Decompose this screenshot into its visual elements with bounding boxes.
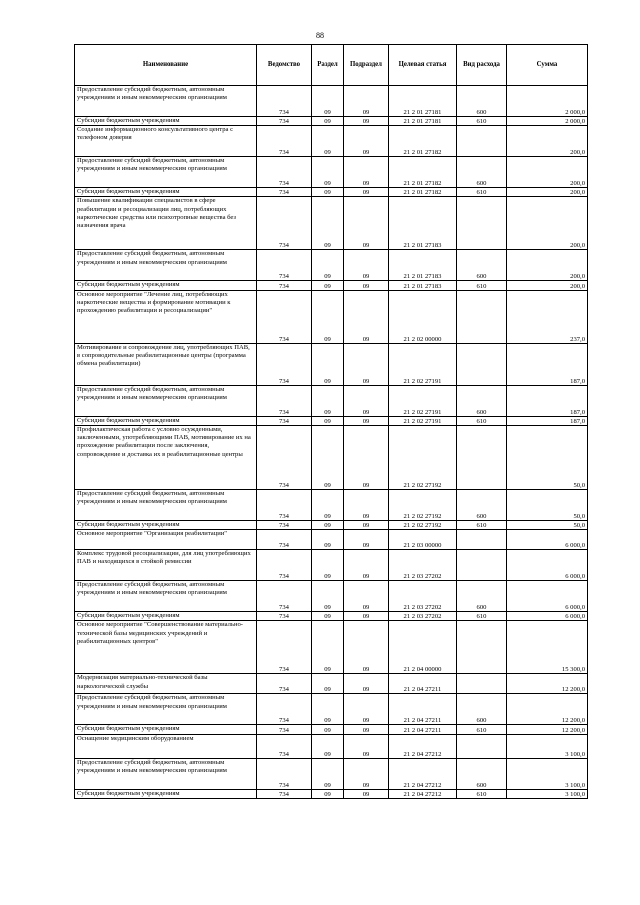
cell-vedomstvo: 734 bbox=[257, 188, 312, 197]
table-row bbox=[75, 674, 588, 694]
header-expense-type: Вид расхода bbox=[457, 45, 507, 86]
cell-podrazdel: 09 bbox=[344, 157, 389, 188]
header-podrazdel: Подраздел bbox=[344, 45, 389, 86]
cell-target-article: 21 2 01 27182 bbox=[389, 188, 457, 197]
cell-podrazdel: 09 bbox=[344, 758, 389, 789]
cell-vedomstvo: 734 bbox=[257, 581, 312, 612]
cell-vedomstvo: 734 bbox=[257, 612, 312, 621]
cell-vedomstvo: 734 bbox=[257, 694, 312, 725]
cell-vedomstvo: 734 bbox=[257, 550, 312, 581]
cell-sum: 12 200,0 bbox=[507, 674, 588, 694]
cell-vedomstvo: 734 bbox=[257, 385, 312, 416]
cell-razdel: 09 bbox=[312, 188, 344, 197]
cell-podrazdel: 09 bbox=[344, 725, 389, 734]
cell-sum: 187,0 bbox=[507, 416, 588, 425]
cell-name: Профилактическая работа с условно осужденными, заключенными, употребляющими ПАВ, мотивирование их на прохождение реабилитации после заключения, сопровождение и доставка их в реабилитационные центры bbox=[75, 425, 257, 489]
cell-expense-type: 610 bbox=[457, 188, 507, 197]
cell-name: Основное мероприятие "Организация реабилитации" bbox=[75, 530, 257, 550]
cell-target-article: 21 2 04 27212 bbox=[389, 789, 457, 798]
cell-name: Предоставление субсидий бюджетным, автономным учреждениям и иным некоммерческим организациям bbox=[75, 385, 257, 416]
cell-name: Субсидии бюджетным учреждениям bbox=[75, 520, 257, 529]
cell-vedomstvo: 734 bbox=[257, 117, 312, 126]
cell-razdel: 09 bbox=[312, 734, 344, 758]
cell-sum: 187,0 bbox=[507, 385, 588, 416]
cell-name: Субсидии бюджетным учреждениям bbox=[75, 725, 257, 734]
cell-expense-type bbox=[457, 126, 507, 157]
cell-expense-type bbox=[457, 425, 507, 489]
header-name: Наименование bbox=[75, 45, 257, 86]
cell-target-article: 21 2 02 27192 bbox=[389, 425, 457, 489]
cell-vedomstvo: 734 bbox=[257, 157, 312, 188]
header-sum: Сумма bbox=[507, 45, 588, 86]
cell-expense-type bbox=[457, 734, 507, 758]
cell-vedomstvo: 734 bbox=[257, 489, 312, 520]
cell-sum: 50,0 bbox=[507, 489, 588, 520]
cell-podrazdel: 09 bbox=[344, 197, 389, 250]
cell-vedomstvo: 734 bbox=[257, 530, 312, 550]
cell-sum: 6 000,0 bbox=[507, 612, 588, 621]
cell-target-article: 21 2 01 27182 bbox=[389, 157, 457, 188]
header-vedomstvo: Ведомство bbox=[257, 45, 312, 86]
cell-name: Оснащение медицинским оборудованием bbox=[75, 734, 257, 758]
cell-name: Субсидии бюджетным учреждениям bbox=[75, 789, 257, 798]
cell-razdel: 09 bbox=[312, 520, 344, 529]
table-row bbox=[75, 385, 588, 416]
cell-sum: 12 200,0 bbox=[507, 694, 588, 725]
cell-expense-type bbox=[457, 674, 507, 694]
cell-razdel: 09 bbox=[312, 250, 344, 281]
table-row bbox=[75, 489, 588, 520]
cell-sum: 15 300,0 bbox=[507, 621, 588, 674]
cell-target-article: 21 2 04 27211 bbox=[389, 725, 457, 734]
table-header-row bbox=[75, 45, 588, 86]
cell-sum: 200,0 bbox=[507, 188, 588, 197]
table-row bbox=[75, 86, 588, 117]
cell-expense-type: 600 bbox=[457, 758, 507, 789]
cell-sum: 6 000,0 bbox=[507, 581, 588, 612]
cell-target-article: 21 2 04 27211 bbox=[389, 674, 457, 694]
cell-name: Модернизация материально-технической базы наркологической службы bbox=[75, 674, 257, 694]
cell-expense-type: 610 bbox=[457, 612, 507, 621]
cell-name: Субсидии бюджетным учреждениям bbox=[75, 117, 257, 126]
cell-podrazdel: 09 bbox=[344, 385, 389, 416]
cell-expense-type: 600 bbox=[457, 694, 507, 725]
table-row bbox=[75, 520, 588, 529]
cell-expense-type: 610 bbox=[457, 281, 507, 290]
cell-expense-type bbox=[457, 530, 507, 550]
cell-sum: 6 000,0 bbox=[507, 530, 588, 550]
table-row bbox=[75, 694, 588, 725]
cell-target-article: 21 2 01 27183 bbox=[389, 281, 457, 290]
cell-expense-type: 600 bbox=[457, 581, 507, 612]
cell-sum: 200,0 bbox=[507, 126, 588, 157]
cell-vedomstvo: 734 bbox=[257, 416, 312, 425]
cell-podrazdel: 09 bbox=[344, 530, 389, 550]
cell-target-article: 21 2 04 27212 bbox=[389, 758, 457, 789]
cell-vedomstvo: 734 bbox=[257, 425, 312, 489]
cell-expense-type: 610 bbox=[457, 117, 507, 126]
table-row bbox=[75, 550, 588, 581]
cell-name: Создание информационного консультативного центра с телефоном доверия bbox=[75, 126, 257, 157]
table-row bbox=[75, 188, 588, 197]
cell-expense-type: 600 bbox=[457, 385, 507, 416]
cell-razdel: 09 bbox=[312, 581, 344, 612]
table-row bbox=[75, 126, 588, 157]
cell-expense-type: 610 bbox=[457, 520, 507, 529]
cell-expense-type bbox=[457, 290, 507, 343]
cell-podrazdel: 09 bbox=[344, 612, 389, 621]
cell-razdel: 09 bbox=[312, 86, 344, 117]
cell-name: Повышение квалификации специалистов в сфере реабилитации и ресоциализации лиц, потребляющих наркотические средства или психотропные вещества без назначения врача bbox=[75, 197, 257, 250]
cell-razdel: 09 bbox=[312, 385, 344, 416]
cell-target-article: 21 2 03 27202 bbox=[389, 612, 457, 621]
cell-sum: 200,0 bbox=[507, 197, 588, 250]
cell-podrazdel: 09 bbox=[344, 250, 389, 281]
cell-podrazdel: 09 bbox=[344, 425, 389, 489]
cell-target-article: 21 2 01 27183 bbox=[389, 197, 457, 250]
table-row bbox=[75, 612, 588, 621]
cell-target-article: 21 2 02 27191 bbox=[389, 416, 457, 425]
cell-target-article: 21 2 03 27202 bbox=[389, 581, 457, 612]
table-row bbox=[75, 281, 588, 290]
cell-razdel: 09 bbox=[312, 117, 344, 126]
cell-name: Предоставление субсидий бюджетным, автономным учреждениям и иным некоммерческим организациям bbox=[75, 758, 257, 789]
cell-podrazdel: 09 bbox=[344, 550, 389, 581]
cell-target-article: 21 2 02 00000 bbox=[389, 290, 457, 343]
cell-razdel: 09 bbox=[312, 126, 344, 157]
cell-podrazdel: 09 bbox=[344, 789, 389, 798]
cell-podrazdel: 09 bbox=[344, 621, 389, 674]
cell-name: Субсидии бюджетным учреждениям bbox=[75, 612, 257, 621]
cell-sum: 50,0 bbox=[507, 425, 588, 489]
cell-target-article: 21 2 01 27183 bbox=[389, 250, 457, 281]
cell-razdel: 09 bbox=[312, 621, 344, 674]
cell-razdel: 09 bbox=[312, 530, 344, 550]
cell-podrazdel: 09 bbox=[344, 86, 389, 117]
cell-target-article: 21 2 04 27212 bbox=[389, 734, 457, 758]
table-row bbox=[75, 197, 588, 250]
cell-target-article: 21 2 03 27202 bbox=[389, 550, 457, 581]
cell-sum: 50,0 bbox=[507, 520, 588, 529]
cell-vedomstvo: 734 bbox=[257, 674, 312, 694]
cell-name: Предоставление субсидий бюджетным, автономным учреждениям и иным некоммерческим организациям bbox=[75, 489, 257, 520]
cell-vedomstvo: 734 bbox=[257, 725, 312, 734]
budget-table bbox=[74, 44, 588, 799]
cell-razdel: 09 bbox=[312, 425, 344, 489]
cell-razdel: 09 bbox=[312, 674, 344, 694]
cell-expense-type: 600 bbox=[457, 86, 507, 117]
cell-name: Субсидии бюджетным учреждениям bbox=[75, 416, 257, 425]
cell-expense-type: 600 bbox=[457, 489, 507, 520]
cell-vedomstvo: 734 bbox=[257, 197, 312, 250]
cell-podrazdel: 09 bbox=[344, 581, 389, 612]
cell-razdel: 09 bbox=[312, 343, 344, 385]
cell-sum: 200,0 bbox=[507, 157, 588, 188]
table-row bbox=[75, 157, 588, 188]
cell-name: Предоставление субсидий бюджетным, автономным учреждениям и иным некоммерческим организациям bbox=[75, 581, 257, 612]
cell-razdel: 09 bbox=[312, 489, 344, 520]
cell-vedomstvo: 734 bbox=[257, 520, 312, 529]
cell-razdel: 09 bbox=[312, 550, 344, 581]
cell-target-article: 21 2 01 27182 bbox=[389, 126, 457, 157]
cell-podrazdel: 09 bbox=[344, 694, 389, 725]
table-row bbox=[75, 117, 588, 126]
table-row bbox=[75, 725, 588, 734]
cell-podrazdel: 09 bbox=[344, 290, 389, 343]
cell-sum: 6 000,0 bbox=[507, 550, 588, 581]
cell-podrazdel: 09 bbox=[344, 188, 389, 197]
cell-name: Комплекс трудовой ресоциализации, для лиц употребляющих ПАВ и находящихся в стойкой ремиссии bbox=[75, 550, 257, 581]
cell-target-article: 21 2 04 27211 bbox=[389, 694, 457, 725]
table-row bbox=[75, 758, 588, 789]
cell-expense-type: 610 bbox=[457, 789, 507, 798]
cell-razdel: 09 bbox=[312, 290, 344, 343]
cell-vedomstvo: 734 bbox=[257, 789, 312, 798]
cell-target-article: 21 2 02 27191 bbox=[389, 385, 457, 416]
cell-vedomstvo: 734 bbox=[257, 250, 312, 281]
table-row bbox=[75, 581, 588, 612]
cell-podrazdel: 09 bbox=[344, 489, 389, 520]
table-row bbox=[75, 621, 588, 674]
cell-sum: 3 100,0 bbox=[507, 758, 588, 789]
cell-sum: 2 000,0 bbox=[507, 86, 588, 117]
cell-sum: 3 100,0 bbox=[507, 789, 588, 798]
cell-podrazdel: 09 bbox=[344, 117, 389, 126]
cell-target-article: 21 2 02 27191 bbox=[389, 343, 457, 385]
cell-sum: 12 200,0 bbox=[507, 725, 588, 734]
cell-expense-type bbox=[457, 550, 507, 581]
page-number: 88 bbox=[316, 31, 324, 40]
cell-vedomstvo: 734 bbox=[257, 734, 312, 758]
cell-razdel: 09 bbox=[312, 416, 344, 425]
cell-expense-type: 600 bbox=[457, 250, 507, 281]
cell-expense-type bbox=[457, 621, 507, 674]
cell-razdel: 09 bbox=[312, 694, 344, 725]
cell-razdel: 09 bbox=[312, 725, 344, 734]
cell-podrazdel: 09 bbox=[344, 416, 389, 425]
cell-vedomstvo: 734 bbox=[257, 281, 312, 290]
cell-podrazdel: 09 bbox=[344, 126, 389, 157]
table-row bbox=[75, 290, 588, 343]
table-row bbox=[75, 343, 588, 385]
table-row bbox=[75, 416, 588, 425]
cell-razdel: 09 bbox=[312, 612, 344, 621]
table-row bbox=[75, 789, 588, 798]
cell-razdel: 09 bbox=[312, 758, 344, 789]
cell-target-article: 21 2 02 27192 bbox=[389, 489, 457, 520]
cell-sum: 187,0 bbox=[507, 343, 588, 385]
cell-sum: 200,0 bbox=[507, 250, 588, 281]
table-row bbox=[75, 250, 588, 281]
cell-name: Предоставление субсидий бюджетным, автономным учреждениям и иным некоммерческим организациям bbox=[75, 250, 257, 281]
header-target-article: Целевая статья bbox=[389, 45, 457, 86]
cell-expense-type bbox=[457, 343, 507, 385]
cell-sum: 200,0 bbox=[507, 281, 588, 290]
cell-razdel: 09 bbox=[312, 157, 344, 188]
cell-target-article: 21 2 03 00000 bbox=[389, 530, 457, 550]
cell-target-article: 21 2 02 27192 bbox=[389, 520, 457, 529]
cell-razdel: 09 bbox=[312, 197, 344, 250]
cell-vedomstvo: 734 bbox=[257, 86, 312, 117]
cell-vedomstvo: 734 bbox=[257, 621, 312, 674]
cell-target-article: 21 2 04 00000 bbox=[389, 621, 457, 674]
cell-name: Субсидии бюджетным учреждениям bbox=[75, 188, 257, 197]
cell-target-article: 21 2 01 27181 bbox=[389, 86, 457, 117]
header-razdel: Раздел bbox=[312, 45, 344, 86]
cell-razdel: 09 bbox=[312, 789, 344, 798]
table-row bbox=[75, 425, 588, 489]
table-row bbox=[75, 530, 588, 550]
cell-vedomstvo: 734 bbox=[257, 290, 312, 343]
cell-name: Предоставление субсидий бюджетным, автономным учреждениям и иным некоммерческим организациям bbox=[75, 86, 257, 117]
cell-name: Предоставление субсидий бюджетным, автономным учреждениям и иным некоммерческим организациям bbox=[75, 694, 257, 725]
cell-expense-type: 610 bbox=[457, 725, 507, 734]
cell-target-article: 21 2 01 27181 bbox=[389, 117, 457, 126]
cell-expense-type: 610 bbox=[457, 416, 507, 425]
cell-podrazdel: 09 bbox=[344, 281, 389, 290]
cell-vedomstvo: 734 bbox=[257, 126, 312, 157]
cell-sum: 2 000,0 bbox=[507, 117, 588, 126]
cell-razdel: 09 bbox=[312, 281, 344, 290]
cell-vedomstvo: 734 bbox=[257, 758, 312, 789]
cell-sum: 237,0 bbox=[507, 290, 588, 343]
cell-sum: 3 100,0 bbox=[507, 734, 588, 758]
cell-podrazdel: 09 bbox=[344, 734, 389, 758]
cell-name: Субсидии бюджетным учреждениям bbox=[75, 281, 257, 290]
cell-name: Основное мероприятие "Лечение лиц, потребляющих наркотические вещества и формирование мотивации к прохождению реабилитации и ресоциализации" bbox=[75, 290, 257, 343]
table-row bbox=[75, 734, 588, 758]
cell-podrazdel: 09 bbox=[344, 674, 389, 694]
cell-name: Мотивирование и сопровождение лиц, употребляющих ПАВ, в сопроводительные реабилитационные центры (программа обмена реабилитации) bbox=[75, 343, 257, 385]
cell-vedomstvo: 734 bbox=[257, 343, 312, 385]
cell-name: Предоставление субсидий бюджетным, автономным учреждениям и иным некоммерческим организациям bbox=[75, 157, 257, 188]
cell-name: Основное мероприятие "Совершенствование материально-технической базы медицинских учреждений и реабилитационных центров" bbox=[75, 621, 257, 674]
cell-podrazdel: 09 bbox=[344, 343, 389, 385]
cell-expense-type bbox=[457, 197, 507, 250]
cell-expense-type: 600 bbox=[457, 157, 507, 188]
cell-podrazdel: 09 bbox=[344, 520, 389, 529]
